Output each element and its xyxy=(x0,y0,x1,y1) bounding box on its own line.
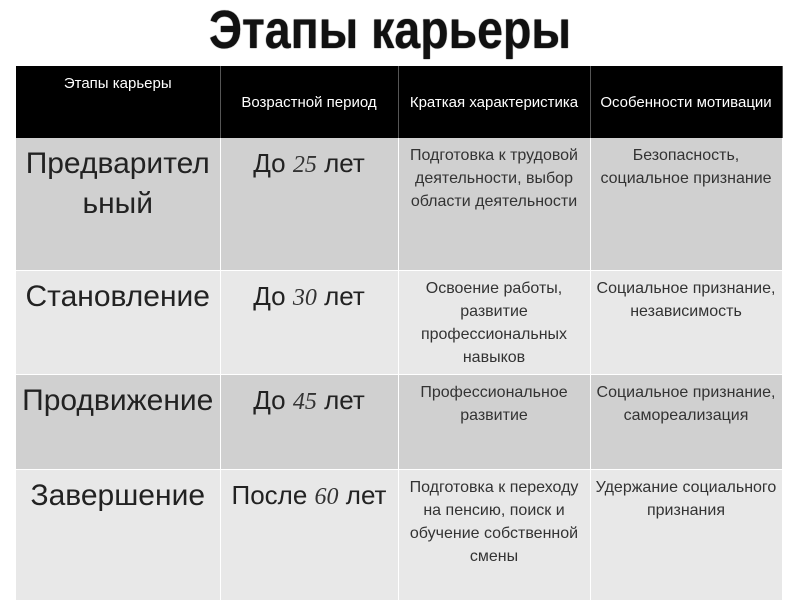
age-period xyxy=(225,375,394,421)
description-cell xyxy=(398,271,590,375)
header-description: Краткая характеристика xyxy=(398,66,590,138)
age-number: 45 xyxy=(292,389,317,415)
table-row xyxy=(16,375,782,470)
motivation-cell xyxy=(590,271,782,375)
motivation-text: Безопасность, социальное признание xyxy=(600,147,772,187)
table-row xyxy=(16,470,782,600)
age-suffix: лет xyxy=(324,385,365,415)
stage-cell xyxy=(16,470,220,600)
description-text: Подготовка к переходу на пенсию, поиск и обучение собственной смены xyxy=(409,479,579,565)
age-suffix: лет xyxy=(345,480,387,510)
description-cell xyxy=(398,470,590,600)
age-cell xyxy=(220,375,398,470)
stage-cell xyxy=(16,375,220,470)
description-cell xyxy=(398,138,590,271)
motivation-text: Социальное признание, независимость xyxy=(596,280,776,320)
age-prefix: До xyxy=(253,281,286,311)
stage-name: Завершение xyxy=(30,479,206,512)
header-motivation: Особенности мотивации xyxy=(590,66,782,138)
age-number: 30 xyxy=(292,285,317,311)
age-period xyxy=(225,138,394,184)
description-cell xyxy=(398,375,590,470)
stage-name: Становление xyxy=(25,280,210,313)
career-stages-table xyxy=(16,66,783,600)
motivation-text: Социальное признание, самореализация xyxy=(596,384,776,424)
motivation-text: Удержание социального признания xyxy=(595,479,777,519)
description-text: Освоение работы, развитие профессиональных навыков xyxy=(420,280,568,366)
age-number: 60 xyxy=(314,484,339,510)
age-period xyxy=(225,470,394,516)
table-row xyxy=(16,271,782,375)
stage-cell xyxy=(16,271,220,375)
header-age: Возрастной период xyxy=(220,66,398,138)
stage-name: Продвижение xyxy=(22,384,214,417)
age-prefix: После xyxy=(231,480,308,510)
age-period xyxy=(225,271,394,317)
description-text: Профессиональное развитие xyxy=(420,384,568,424)
motivation-cell xyxy=(590,375,782,470)
age-prefix: До xyxy=(253,148,286,178)
description-text: Подготовка к трудовой деятельности, выбор области деятельности xyxy=(409,147,578,210)
age-number: 25 xyxy=(292,152,317,178)
age-suffix: лет xyxy=(324,148,365,178)
age-cell xyxy=(220,138,398,271)
age-suffix: лет xyxy=(324,281,365,311)
age-cell xyxy=(220,271,398,375)
motivation-cell xyxy=(590,138,782,271)
age-prefix: До xyxy=(253,385,286,415)
page-title: Этапы карьеры xyxy=(208,0,572,60)
stage-cell xyxy=(16,138,220,271)
table-header-row xyxy=(16,66,782,138)
header-stage: Этапы карьеры xyxy=(16,66,220,138)
stage-name: Предварительный xyxy=(25,147,210,220)
motivation-cell xyxy=(590,470,782,600)
table-row xyxy=(16,138,782,271)
age-cell xyxy=(220,470,398,600)
